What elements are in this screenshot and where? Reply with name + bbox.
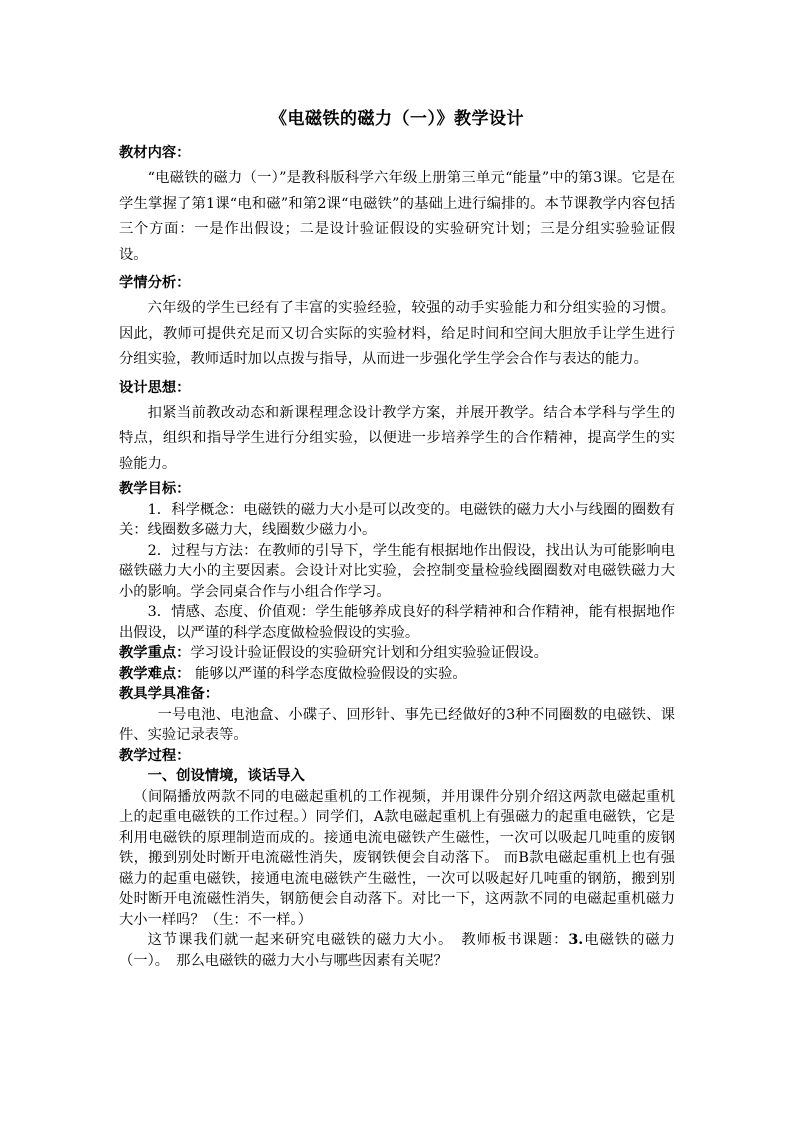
- section-heading-students: 学情分析：: [119, 275, 191, 291]
- design-paragraph: 扣紧当前教改动态和新课程理念设计教学方案，并展开教学。结合本学科与学生的特点，组织和指导学生进行分组实验，以便进一步培养学生的合作精神，提高学生的实验能力。: [119, 404, 675, 472]
- goal-item: 2．过程与方法：在教师的引导下，学生能有根据地作出假设，找出认为可能影响电磁铁磁力大小的主要因素。会设计对比实验，会控制变量检验线圈圈数对电磁铁磁力大小的影响。学会同桌合作与小组合作学习。: [119, 542, 675, 600]
- process-paragraph: （间隔播放两款不同的电磁起重机的工作视频，并用课件分别介绍这两款电磁起重机上的起重电磁铁的工作过程。）同学们，A款电磁起重机上有强磁力的起重电磁铁，它是利用电磁铁的原理制造而成的。接通电流电磁铁产生磁性，一次可以吸起几吨重的废钢铁，搬到别处时断开电流磁性消失，废钢铁便会自动落下。 而B款电磁起重机上也有强磁力的起重电磁铁，接通电流电磁铁产生磁性，一次可以吸起好几吨重的钢筋，搬到别处时断开电流磁性消失，钢筋便会自动落下。对比一下，这两款不同的电磁起重机磁力大小一样吗？（生：不一样。）: [119, 788, 675, 928]
- goal-item: 1．科学概念：电磁铁的磁力大小是可以改变的。电磁铁的磁力大小与线圈的圈数有关：线圈数多磁力大，线圈数少磁力小。: [119, 501, 675, 538]
- students-paragraph: 六年级的学生已经有了丰富的实验经验，较强的动手实验能力和分组实验的习惯。因此，教师可提供充足而又切合实际的实验材料，给足时间和空间大胆放手让学生进行分组实验，教师适时加以点拨与指导，从而进一步强化学生学会合作与表达的能力。: [119, 300, 675, 367]
- difficulty-text: 能够以严谨的科学态度做检验假设的实验。: [190, 665, 467, 682]
- section-heading-materials: 教具学具准备：: [119, 686, 220, 702]
- closing-prefix: 这节课我们就一起来研究电磁铁的磁力大小。 教师板书课题：: [147, 932, 569, 948]
- closing-bold: 3.: [568, 932, 584, 948]
- process-closing: [119, 930, 675, 971]
- key-point-line: [119, 643, 675, 664]
- materials-paragraph: 一号电池、电池盒、小碟子、回形针、事先已经做好的3种不同圈数的电磁铁、课件、实验记录表等。: [119, 706, 675, 743]
- document-body: [119, 140, 675, 971]
- closing-suffix: 电磁铁的磁力（一）。 那么电磁铁的磁力大小与哪些因素有关呢？: [119, 932, 675, 969]
- difficulty-line: [119, 664, 675, 685]
- key-point-text: 学习设计验证假设的实验研究计划和分组实验验证假设。: [190, 645, 548, 661]
- section-heading-goals: 教学目标：: [119, 481, 191, 497]
- difficulty-label: 教学难点：: [119, 665, 191, 682]
- goal-item: 3．情感、态度、价值观：学生能够养成良好的科学精神和合作精神，能有根据地作出假设，以严谨的科学态度做检验假设的实验。: [119, 604, 675, 641]
- section-heading-material: 教材内容：: [119, 145, 191, 161]
- section-heading-process: 教学过程：: [119, 747, 191, 764]
- key-point-label: 教学重点：: [119, 645, 191, 661]
- document-title: 《电磁铁的磁力（一）》教学设计: [270, 109, 524, 129]
- process-subheading: 一、创设情境，谈话导入: [147, 768, 305, 784]
- section-heading-design: 设计思想：: [119, 379, 191, 396]
- material-paragraph: “电磁铁的磁力（一）”是教科版科学六年级上册第三单元“能量”中的第3课。它是在学生掌握了第1课“电和磁”和第2课“电磁铁”的基础上进行编排的。本节课教学内容包括三个方面：一是作出假设；二是设计验证假设的实验研究计划；三是分组实验验证假设。: [119, 170, 675, 263]
